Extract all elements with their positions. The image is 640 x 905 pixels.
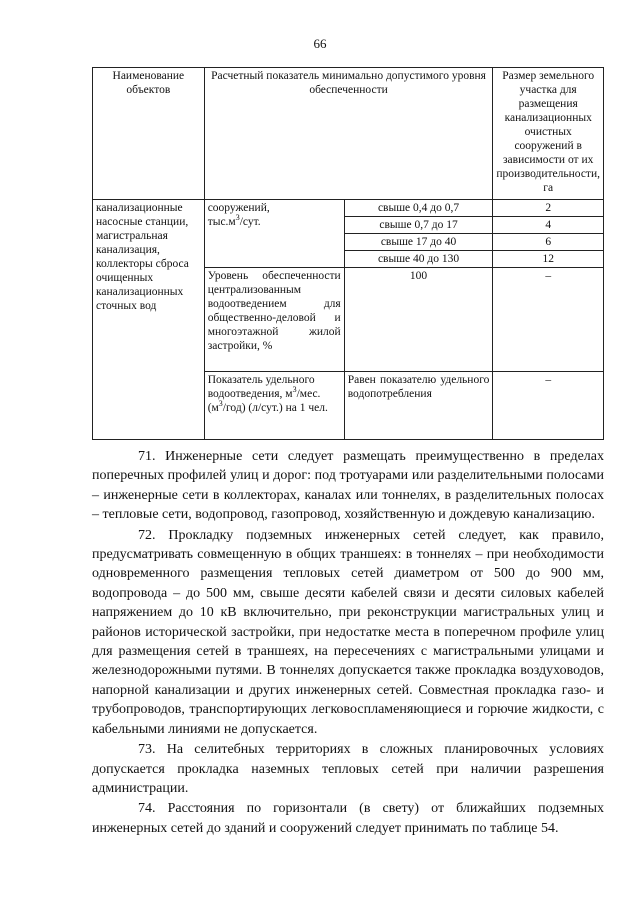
specific-drainage-label-b: /мес. (м	[207, 388, 321, 414]
paragraph-73: 73. На селитебных территориях в сложных планировочных условиях допускается прокладка наземных тепловых сетей при наличии разрешения администрации.	[92, 742, 604, 796]
table-row	[93, 200, 604, 217]
capacity-label-sup: 3	[235, 213, 240, 223]
paragraph-72: 72. Прокладку подземных инженерных сетей следует, как правило, предусматривать совмещенную в общих траншеях: в тоннелях – при необходимости одновременного размещения тепловых сетей диаметром от 500 до 900 мм, водопровода – до 500 мм, свыше десяти кабелей связи и десяти силовых кабелей напряжением до 10 кВ включительно, при реконструкции магистральных улиц и районов исторической застройки, при недостатке места в поперечном профиле улиц для размещения сетей в траншеях, на пересечениях с магистральными улицами и железнодорожными путями. В тоннелях допускается также прокладка воздуховодов, напорной канализации и других инженерных сетей. Совместная прокладка газо- и трубопроводов, транспортирующих легковоспламеняющиеся и горючие жидкости, с кабельными линиями не допускается.	[92, 527, 604, 737]
specific-drainage-label	[204, 372, 344, 440]
specific-drainage-label-c: /год) (л/сут.) на 1 чел.	[222, 402, 328, 414]
size-cell: 2	[493, 200, 604, 217]
capacity-label-cell	[204, 200, 344, 268]
drainage-level-label: Уровень обеспеченности централизованным водоотведением для общественно-деловой и многоэтажной жилой застройки, %	[204, 268, 344, 372]
requirements-table	[92, 67, 604, 440]
page-number: 66	[313, 36, 327, 51]
range-cell: свыше 0,4 до 0,7	[344, 200, 493, 217]
drainage-level-size: –	[493, 268, 604, 372]
size-cell: 4	[493, 217, 604, 234]
capacity-label-b: тыс.м	[207, 216, 236, 228]
range-cell: свыше 40 до 130	[344, 251, 493, 268]
header-object-name: Наименование объектов	[93, 68, 205, 200]
header-land-size: Размер земельного участка для размещения канализационных очистных сооружений в зависимости от их производительности, га	[493, 68, 604, 200]
capacity-label-a: сооружений,	[207, 202, 270, 214]
drainage-level-value: 100	[344, 268, 493, 372]
body-text	[92, 447, 604, 838]
paragraph-71: 71. Инженерные сети следует размещать преимущественно в пределах поперечных профилей улиц и дорог: под тротуарами или разделительными полосами – инженерные сети в коллекторах, каналах или тоннелях, в разделительных полосах – тепловые сети, водопровод, газопровод, хозяйственную и дождевую канализацию.	[92, 449, 604, 523]
specific-drainage-value: Равен показателю удельного водопотребления	[344, 372, 493, 440]
specific-drainage-label-a: Показатель удельного водоотведения, м	[207, 374, 315, 400]
object-name-cell: канализационные насосные станции, магистральная канализация, коллекторы сброса очищенных канализационных сточных вод	[93, 200, 205, 440]
specific-drainage-sup2: 3	[218, 399, 223, 409]
capacity-label-c: /сут.	[239, 216, 261, 228]
size-cell: 6	[493, 234, 604, 251]
paragraph-74: 74. Расстояния по горизонтали (в свету) от ближайших подземных инженерных сетей до зданий и сооружений следует принимать по таблице 54.	[92, 801, 604, 836]
header-indicator: Расчетный показатель минимально допустимого уровня обеспеченности	[204, 68, 493, 200]
specific-drainage-size: –	[493, 372, 604, 440]
size-cell: 12	[493, 251, 604, 268]
range-cell: свыше 0,7 до 17	[344, 217, 493, 234]
range-cell: свыше 17 до 40	[344, 234, 493, 251]
specific-drainage-sup1: 3	[292, 385, 297, 395]
table-header-row	[93, 68, 604, 200]
